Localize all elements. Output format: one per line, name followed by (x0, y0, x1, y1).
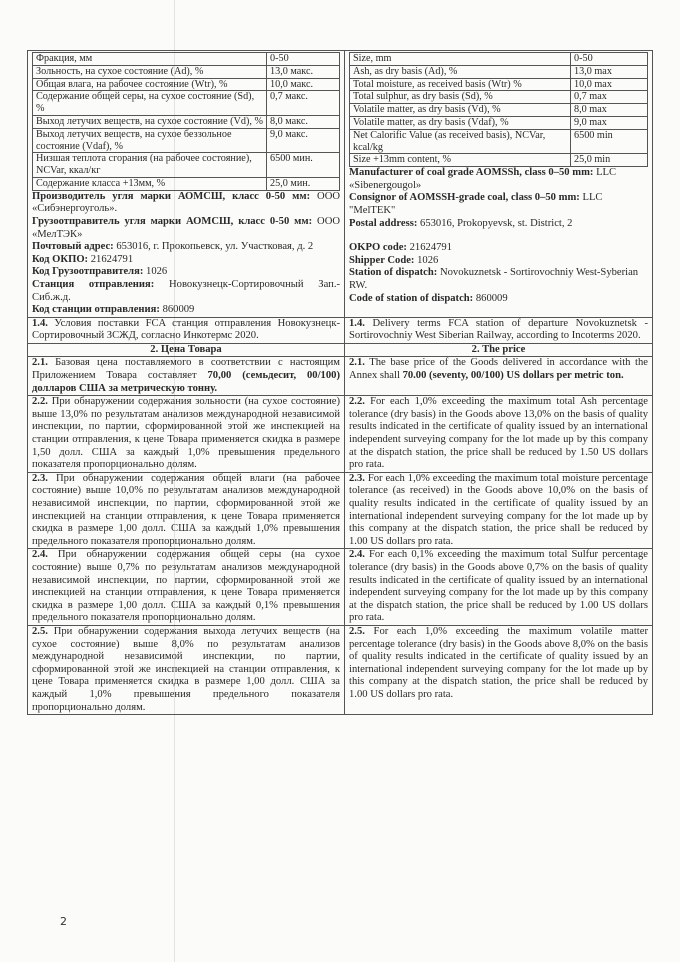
clause-number: 2.4. (32, 549, 48, 561)
clause-2-1-row (28, 357, 653, 396)
postal-address-label: Почтовый адрес: (32, 241, 114, 253)
spec-row (33, 153, 340, 178)
postal-address-value: 653016, г. Прокопьевск, ул. Участковая, д. 2 (116, 241, 314, 253)
spec-parameter: Низшая теплота сгорания (на рабочее состояние), NCVar, ккал/кг (33, 153, 267, 178)
clause-1-4-ru (28, 317, 345, 343)
clause-text: При обнаружении содержания зольности (на сухое состояние) выше 13,0% по результатам анализов международной независимой инспекции, по партии, сформированной этой же инспекцией на станции отправления, к цене Товара применяется скидка в размере 1,50 долл. США за каждый 1,0% превышения предельного показателя пропорционально долям. (32, 396, 341, 471)
spec-parameter: Volatile matter, as dry basis (Vd), % (350, 104, 571, 117)
supplier-info-ru (32, 191, 340, 317)
dispatch-station-value: Новокузнецк-Сортировочный Зап.-Сиб.ж.д. (32, 278, 340, 303)
consignor-label: Грузоотправитель угля марки АОМСШ, класс 0-50 мм: (32, 215, 313, 227)
spec-row (350, 78, 648, 91)
clause-1-4-row (28, 317, 653, 343)
spec-value: 9,0 макс. (267, 128, 340, 153)
okpo-label: Код ОКПО: (32, 253, 89, 265)
clause-number: 2.1. (32, 357, 48, 369)
spec-parameter: Выход летучих веществ, на сухое беззольное состояние (Vdaf), % (33, 128, 267, 153)
consignor-value: ООО «МелТЭК» (32, 215, 340, 240)
page-number: 2 (60, 915, 67, 928)
clause-text: For each 1,0% exceeding the maximum total moisture percentage tolerance (as received) in the Goods above 10,0% on the basis of quality results indicated in the certificate of quality issued by an international independent surveying company for the lot made up by this company at the dispatch station, the price shall be reduced by 1.00 US dollars pro rata. (349, 472, 648, 547)
spec-value: 6500 мин. (267, 153, 340, 178)
okpo-value: 21624791 (409, 242, 452, 254)
base-price-text: 70,00 (семьдесит, 00/100) долларов США за метрическую тонну. (32, 370, 340, 394)
clause-text: Delivery terms FCA station of departure Novokuznetsk - Sortirovochniy West Siberian Railway, according to Incoterms 2020. (349, 317, 648, 342)
okpo-label: OKPO code: (349, 242, 407, 254)
clause-text: For each 1,0% exceeding the maximum volatile matter percentage tolerance (dry basis) in the Goods above 8,0% on the basis of quality results indicated in the certificate of quality issued by an international independent surveying company for the lot made up by this company at the dispatch station, the price shall be reduced by 1.00 US dollars pro rata. (349, 625, 648, 700)
clause-text: При обнаружении содержания выхода летучих веществ (на сухое состояние) выше 8,0% по результатам анализов международной независимой инспекции, по партии, сформированной этой же инспекцией на станции отправления, к цене Товара применяется скидка в размере 1,00 долл. США за каждый 1,0% превышения предельного показателя пропорционально долям. (32, 625, 340, 713)
clause-2-2-row (28, 396, 653, 473)
spec-parameter: Volatile matter, as dry basis (Vdaf), % (350, 116, 571, 129)
manufacturer-label: Manufacturer of coal grade AOMSSh, class 0–50 mm: (349, 167, 594, 179)
clause-2-4-en (345, 549, 653, 626)
spec-row (350, 53, 648, 66)
clause-2-1-en (345, 357, 653, 396)
spec-table-en (349, 52, 648, 167)
clause-number: 2.3. (32, 472, 48, 484)
supplier-info-en (349, 167, 648, 305)
clause-text: Условия поставки FCA станция отправления Новокузнецк-Сортировочный ЗСЖД, согласно Инкотермс 2020. (32, 317, 340, 342)
spec-value: 25,0 мин. (267, 177, 340, 190)
dispatch-station-code-label: Код станции отправления: (32, 304, 160, 316)
spec-row (350, 91, 648, 104)
clause-number: 1.4. (32, 317, 48, 329)
spec-value: 0,7 макс. (267, 91, 340, 116)
clause-number: 2.2. (349, 396, 365, 408)
spec-row (350, 129, 648, 154)
spec-row (350, 104, 648, 117)
specification-en-cell (345, 51, 653, 318)
shipper-code-label: Shipper Code: (349, 254, 415, 266)
clause-text: For each 0,1% exceeding the maximum total Sulfur percentage tolerance (dry basis) in the Goods above 0,7% on the basis of quality results indicated in the certificate of quality issued by an international independent surveying company for the lot made up by this company at the dispatch station, the price shall be reduced by 1.00 US dollars pro rata. (349, 549, 648, 624)
dispatch-station-label: Station of dispatch: (349, 267, 438, 279)
bilingual-contract-table (27, 50, 653, 715)
clause-2-1-ru (28, 357, 345, 396)
consignor-label: Consignor of AOMSSH-grade coal, class 0–50 mm: (349, 192, 580, 204)
spec-value: 8,0 max (571, 104, 648, 117)
clause-2-2-ru (28, 396, 345, 473)
spec-value: 9,0 max (571, 116, 648, 129)
clause-text: Базовая цена поставляемого в соответствии с настоящим Приложением Товара составляет (32, 357, 340, 382)
clause-number: 2.3. (349, 472, 365, 484)
spec-parameter: Выход летучих веществ, на сухое состояние (Vd), % (33, 115, 267, 128)
spec-parameter: Общая влага, на рабочее состояние (Wtr), % (33, 78, 267, 91)
dispatch-station-code-value: 860009 (162, 304, 195, 316)
spec-parameter: Total moisture, as received basis (Wtr) % (350, 78, 571, 91)
shipper-code-value: 1026 (146, 266, 168, 278)
spec-row (350, 154, 648, 167)
section-2-title-ru: 2. Цена Товара (28, 343, 345, 357)
manufacturer-value: ООО «Сибэнергоуголь». (32, 190, 340, 215)
contract-page (27, 50, 652, 715)
spec-parameter: Size +13mm content, % (350, 154, 571, 167)
spec-value: 0-50 (267, 53, 340, 66)
spec-parameter: Net Calorific Value (as received basis), NCVar, kcal/kg (350, 129, 571, 154)
spec-parameter: Size, mm (350, 53, 571, 66)
specification-ru-cell (28, 51, 345, 318)
shipper-code-label: Код Грузоотправителя: (32, 266, 144, 278)
clause-number: 2.5. (349, 625, 365, 637)
spec-parameter: Фракция, мм (33, 53, 267, 66)
section-2-heading-row (28, 343, 653, 357)
postal-address-value: 653016, Prokopyevsk, st. District, 2 (420, 217, 573, 229)
specification-row (28, 51, 653, 318)
spec-row (33, 53, 340, 66)
clause-1-4-en (345, 317, 653, 343)
spec-row (350, 65, 648, 78)
manufacturer-label: Производитель угля марки АОМСШ, класс 0-50 мм: (32, 190, 311, 202)
dispatch-station-code-value: 860009 (475, 292, 508, 304)
spec-row (33, 128, 340, 153)
clause-2-5-en (345, 625, 653, 714)
clause-text: For each 1,0% exceeding the maximum total Ash percentage tolerance (dry basis) in the Goods above 13,0% on the basis of quality results indicated in the certificate of quality issued by an international independent surveying company for the lot made up by this company at the dispatch station, the price shall be reduced by 1.50 US dollars pro rata. (349, 396, 648, 471)
spec-value: 6500 min (571, 129, 648, 154)
clause-2-4-ru (28, 549, 345, 626)
clause-text: При обнаружении содержания общей серы (на сухое состояние) выше 0,7% по результатам анализов международной независимой инспекции, по партии, сформированной этой же инспекцией на станции отправления, к цене Товара применяется скидка в размере 1,00 долл. США за каждый 0,1% превышения предельного показателя пропорционально долям. (32, 549, 340, 624)
clause-2-3-ru (28, 472, 345, 549)
spec-row (33, 91, 340, 116)
clause-number: 2.1. (349, 357, 365, 369)
clause-text: The base price of the Goods delivered in accordance with the Annex shall (349, 357, 648, 382)
okpo-value: 21624791 (90, 253, 134, 265)
spec-value: 0,7 max (571, 91, 648, 104)
spec-value: 10,0 макс. (267, 78, 340, 91)
spec-value: 25,0 min (571, 154, 648, 167)
spec-row (350, 116, 648, 129)
spec-value: 8,0 макс. (267, 115, 340, 128)
dispatch-station-label: Станция отправления: (32, 278, 155, 290)
shipper-code-value: 1026 (417, 254, 439, 266)
spec-value: 10,0 max (571, 78, 648, 91)
clause-2-4-row (28, 549, 653, 626)
spec-parameter: Содержание общей серы, на сухое состояние (Sd), % (33, 91, 267, 116)
clause-2-3-row (28, 472, 653, 549)
spec-value: 13,0 max (571, 65, 648, 78)
spec-row (33, 78, 340, 91)
base-price-text: 70.00 (seventy, 00/100) US dollars per metric ton. (402, 370, 624, 382)
clause-text: При обнаружении содержания общей влаги (на рабочее состояние) выше 10,0% по результатам анализов международной независимой инспекции, по партии, сформированной этой же инспекцией на станции отправления, к цене Товара применяется скидка в размере 1,00 долл. США за каждый 1,0% превышения предельного показателя пропорционально долям. (32, 472, 340, 547)
spec-row (33, 115, 340, 128)
spec-row (33, 177, 340, 190)
spec-row (33, 65, 340, 78)
spec-table-ru (32, 52, 340, 191)
clause-2-3-en (345, 472, 653, 549)
section-2-title-en: 2. The price (345, 343, 653, 357)
spec-value: 13,0 макс. (267, 65, 340, 78)
clause-number: 2.4. (349, 549, 365, 561)
dispatch-station-code-label: Code of station of dispatch: (349, 292, 474, 304)
clause-2-2-en (345, 396, 653, 473)
postal-address-label: Postal address: (349, 217, 418, 229)
manufacturer-value: LLC «Sibenergougol» (349, 167, 617, 191)
spec-parameter: Total sulphur, as dry basis (Sd), % (350, 91, 571, 104)
clause-number: 2.2. (32, 396, 48, 408)
dispatch-station-value: Novokuznetsk - Sortirovochniy West-Syberian RW. (349, 267, 639, 291)
clause-number: 1.4. (349, 317, 365, 329)
spec-parameter: Содержание класса +13мм, % (33, 177, 267, 190)
spec-parameter: Ash, as dry basis (Ad), % (350, 65, 571, 78)
consignor-value: LLC "MelTEK" (349, 192, 603, 216)
clause-number: 2.5. (32, 625, 48, 637)
clause-2-5-ru (28, 625, 345, 714)
spec-parameter: Зольность, на сухое состояние (Ad), % (33, 65, 267, 78)
spec-value: 0-50 (571, 53, 648, 66)
clause-2-5-row (28, 625, 653, 714)
